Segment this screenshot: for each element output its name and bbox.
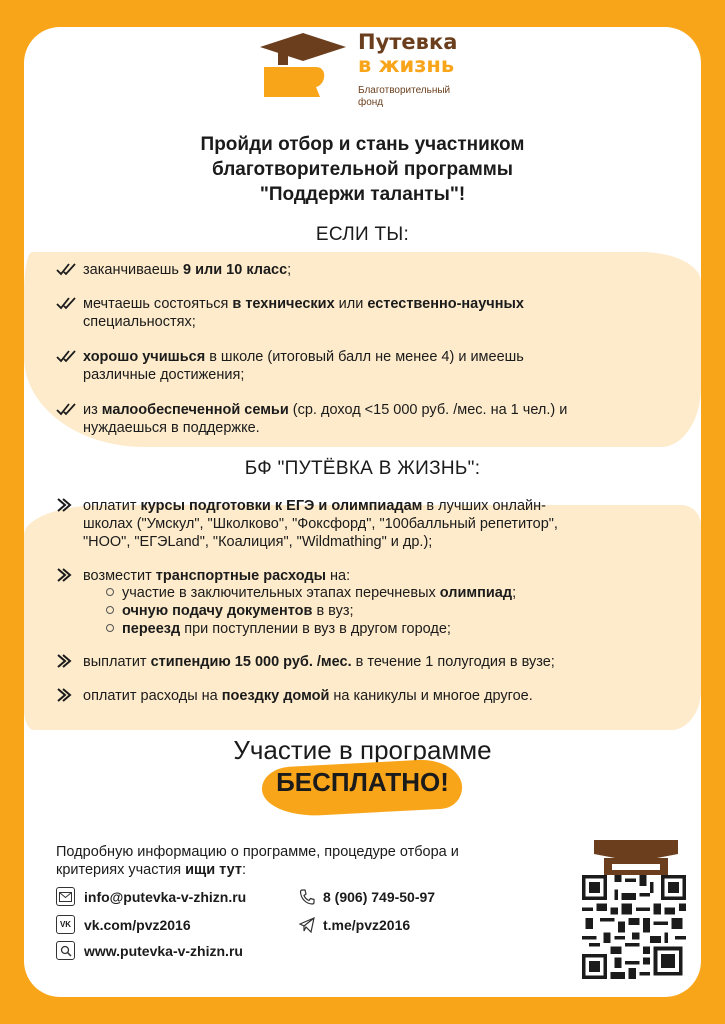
item-text: в школе (итоговый балл не менее 4) и имеешь	[205, 349, 524, 365]
headline-line1: Пройди отбор и стань участником	[200, 134, 525, 155]
section2-title: БФ "ПУТЁВКА В ЖИЗНЬ":	[244, 458, 481, 479]
item-bold: 9 или 10 класс	[183, 262, 288, 278]
email-link[interactable]: info@putevka-v-zhizn.ru	[84, 888, 247, 905]
item-text: в вуз;	[312, 603, 354, 619]
logo-title-line2: в жизнь	[358, 53, 455, 77]
item-text: специальностях;	[83, 314, 196, 330]
item-bold: в технических	[232, 296, 335, 312]
double-chevron-icon	[56, 653, 74, 669]
item-text: на каникулы и многое другое.	[329, 688, 533, 704]
item-bold: хорошо учишься	[83, 349, 206, 365]
item-text: различные достижения;	[83, 367, 245, 383]
info-line2: критериях участия	[56, 862, 186, 878]
telegram-link[interactable]: t.me/pvz2016	[323, 917, 411, 933]
phone-contact[interactable]	[296, 887, 435, 907]
item-text: возместит	[83, 568, 156, 584]
logo-subtitle-line2: фонд	[358, 97, 384, 108]
headline	[84, 132, 641, 207]
email-contact[interactable]	[56, 887, 246, 906]
sub-list-item	[106, 602, 666, 620]
item-bold: транспортные расходы	[155, 568, 327, 584]
item-text: оплатит	[83, 498, 141, 514]
info-text	[56, 843, 586, 879]
sub-list-item	[106, 584, 666, 602]
item-text: оплатит расходы на	[83, 688, 222, 704]
logo-subtitle	[358, 85, 450, 109]
circle-bullet-icon	[106, 606, 114, 614]
item-text: выплатит	[83, 654, 151, 670]
qr-code-image[interactable]	[582, 875, 686, 979]
item-bold: курсы подготовки к ЕГЭ и олимпиадам	[140, 498, 423, 514]
item-text: ;	[287, 262, 292, 278]
mail-icon	[56, 887, 75, 906]
item-text: "НОО", "ЕГЭLand", "Коалиция", "Wildmathing" и др.);	[83, 534, 433, 550]
item-bold: малообеспеченной семьи	[101, 402, 289, 418]
info-line1: Подробную информацию о программе, процедуре отбора и	[56, 844, 459, 860]
cta-line1: Участие в программе	[233, 735, 492, 765]
item-bold: естественно-научных	[367, 296, 524, 312]
headline-line2: благотворительной программы	[211, 159, 514, 180]
phone-icon	[296, 887, 318, 907]
item-text: из	[83, 402, 102, 418]
item-bold: очную подачу документов	[122, 603, 313, 619]
item-text: мечтаешь состояться	[83, 296, 233, 312]
cta-free: БЕСПЛАТНО!	[276, 767, 449, 797]
poster-card	[24, 27, 701, 997]
item-text: в лучших онлайн-	[422, 498, 546, 514]
logo-title-line1: Путевка	[358, 30, 458, 54]
info-line2-end: :	[242, 862, 247, 878]
vk-icon: VK	[56, 915, 75, 934]
item-text: ;	[512, 585, 517, 601]
circle-bullet-icon	[106, 624, 114, 632]
telegram-icon	[296, 915, 318, 935]
vk-link[interactable]: vk.com/pvz2016	[84, 916, 191, 933]
double-chevron-icon	[56, 497, 74, 513]
item-bold: стипендию 15 000 руб. /мес.	[150, 654, 352, 670]
telegram-contact[interactable]	[296, 915, 410, 935]
graduation-cap-icon	[594, 840, 678, 876]
item-text: или	[334, 296, 368, 312]
search-icon	[56, 941, 75, 960]
site-link[interactable]: www.putevka-v-zhizn.ru	[84, 942, 243, 959]
item-bold: поездку домой	[221, 688, 330, 704]
headline-line3: "Поддержи таланты"!	[259, 184, 466, 205]
section1-title: ЕСЛИ ТЫ:	[315, 224, 410, 245]
site-contact[interactable]	[56, 941, 243, 960]
vk-contact[interactable]	[56, 915, 191, 934]
double-check-icon	[56, 261, 80, 277]
sub-list-item	[106, 620, 666, 638]
item-text: нуждаешься в поддержке.	[83, 420, 260, 436]
item-text: заканчиваешь	[83, 262, 183, 278]
item-bold: олимпиад	[439, 585, 513, 601]
double-check-icon	[56, 348, 80, 364]
item-text: участие в заключительных этапах перечневых	[122, 585, 440, 601]
item-bold: переезд	[122, 621, 181, 637]
phone-link[interactable]: 8 (906) 749-50-97	[323, 889, 436, 905]
item-text: (ср. доход <15 000 руб. /мес. на 1 чел.) и	[288, 402, 568, 418]
double-check-icon	[56, 401, 80, 417]
double-check-icon	[56, 295, 80, 311]
info-line2-bold: ищи тут	[185, 862, 242, 878]
circle-bullet-icon	[106, 588, 114, 596]
double-chevron-icon	[56, 687, 74, 703]
item-text: при поступлении в вуз в другом городе;	[180, 621, 451, 637]
item-text: в течение 1 полугодия в вузе;	[351, 654, 555, 670]
item-text: на:	[326, 568, 351, 584]
logo-title	[358, 31, 457, 77]
graduation-cap-logo-icon	[258, 31, 348, 101]
double-chevron-icon	[56, 567, 74, 583]
logo-subtitle-line1: Благотворительный	[358, 85, 451, 96]
item-text: школах ("Умскул", "Школково", "Фоксфорд", "100балльный репетитор",	[83, 516, 558, 532]
